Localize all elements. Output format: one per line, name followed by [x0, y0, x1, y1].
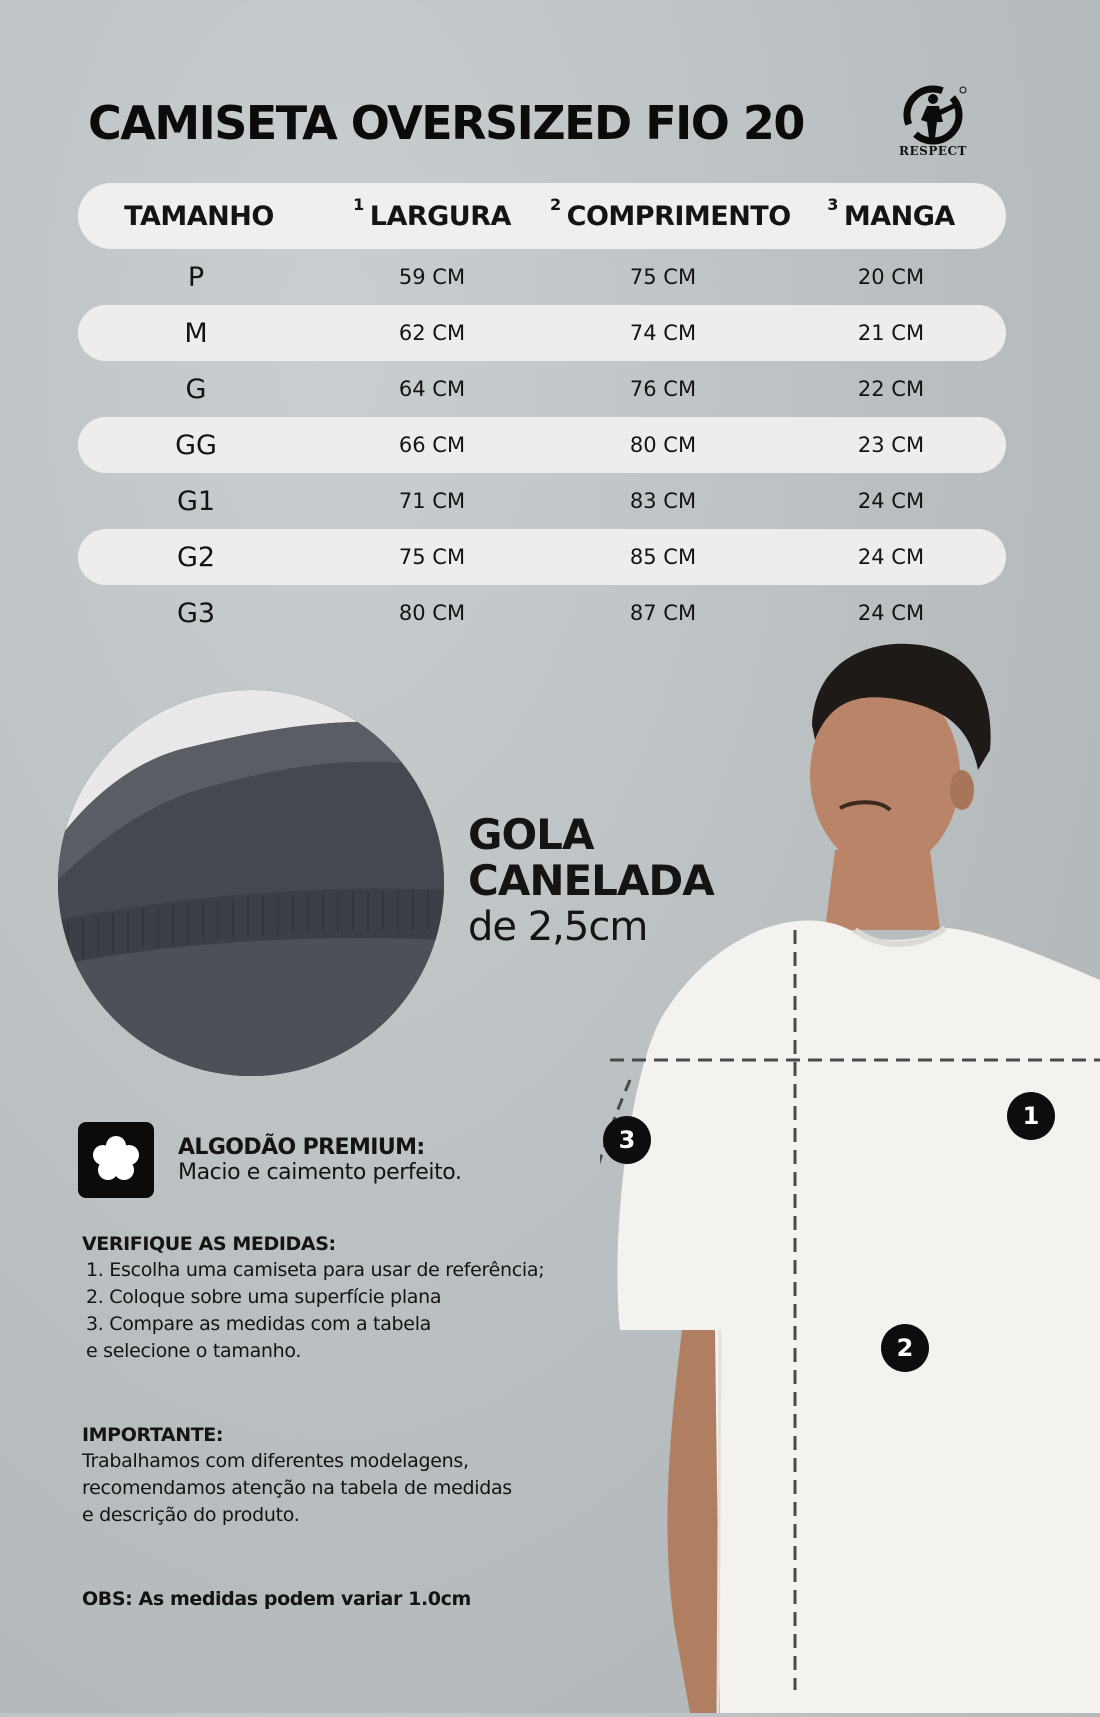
table-row: GG 66 CM 80 CM 23 CM [78, 417, 1006, 473]
table-header [78, 183, 1006, 249]
verify-step: e selecione o tamanho. [86, 1340, 302, 1362]
collar-size: de 2,5cm [468, 904, 648, 950]
verify-section [82, 1233, 544, 1365]
brand-logo [893, 82, 973, 158]
table-row: P 59 CM 75 CM 20 CM [187, 261, 925, 293]
cotton-flower-icon [78, 1122, 154, 1198]
page-title: CAMISETA OVERSIZED FIO 20 [88, 96, 804, 150]
measure-marker-2: 2 [881, 1324, 929, 1372]
verify-step: 3. Compare as medidas com a tabela [86, 1313, 432, 1335]
obs-note: OBS: As medidas podem variar 1.0cm [82, 1588, 471, 1610]
header-comprimento: $^2$ COMPRIMENTO [550, 194, 791, 232]
table-row: G2 75 CM 85 CM 24 CM [78, 529, 1006, 585]
table-row: M 62 CM 74 CM 21 CM [78, 305, 1006, 361]
verify-step: 2. Coloque sobre uma superfície plana [86, 1286, 442, 1308]
cotton-description: Macio e caimento perfeito. [178, 1160, 462, 1185]
table-row: G3 80 CM 87 CM 24 CM [176, 597, 925, 629]
respect-logo-icon [897, 82, 969, 148]
table-row: G1 71 CM 83 CM 24 CM [176, 485, 925, 517]
important-line: e descrição do produto. [82, 1504, 300, 1526]
important-title: IMPORTANTE: [82, 1424, 224, 1446]
cotton-feature [178, 1135, 462, 1185]
header-tamanho: TAMANHO [124, 200, 274, 232]
verify-step: 1. Escolha uma camiseta para usar de referência; [86, 1259, 545, 1281]
important-section [82, 1424, 512, 1529]
measure-marker-1: 1 [1007, 1092, 1055, 1140]
important-line: Trabalhamos com diferentes modelagens, [82, 1450, 469, 1472]
measure-marker-3: 3 [603, 1116, 651, 1164]
table-row: G 64 CM 76 CM 22 CM [185, 373, 925, 405]
size-table [78, 183, 1006, 641]
logo-text: RESPECT [899, 144, 967, 158]
header-manga: $^3$ MANGA [827, 194, 955, 232]
cotton-title: ALGODÃO PREMIUM: [178, 1135, 425, 1160]
collar-detail-photo [58, 690, 444, 1076]
important-line: recomendamos atenção na tabela de medidas [82, 1477, 512, 1499]
header-largura: $^1$ LARGURA [353, 194, 511, 232]
verify-title: VERIFIQUE AS MEDIDAS: [82, 1233, 336, 1255]
model-photo [600, 630, 1100, 1713]
collar-title-line2: CANELADA [468, 856, 714, 905]
collar-title-line1: GOLA [468, 810, 594, 859]
